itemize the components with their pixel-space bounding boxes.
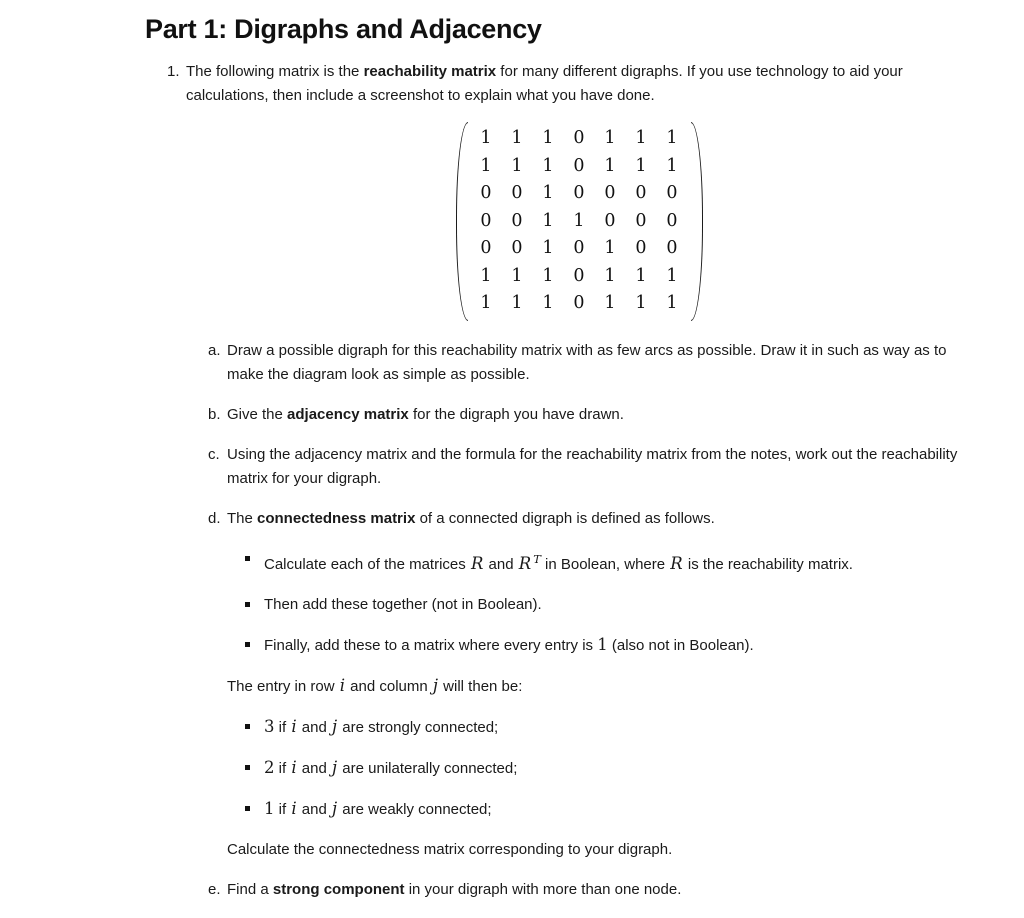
bold-text: strong component [272,880,405,898]
connectedness-steps-bullet [244,633,972,658]
letter-item-c [208,443,972,491]
matrix-row [471,263,688,291]
text-run: Calculate the connectedness matrix corresponding to your digraph. [227,840,673,858]
matrix-row [471,208,688,236]
bullet-text [264,797,972,822]
square-bullet-icon [244,547,264,577]
math-var: i [291,798,297,818]
math-number: 1 [597,634,608,654]
matrix-cell: 0 [573,128,585,148]
matrix-cell: 0 [573,183,585,203]
square-bullet-glyph [245,556,250,561]
matrix-row [471,153,688,181]
letter-item-e [208,878,972,902]
text-run: for the digraph you have drawn. [408,405,624,423]
text-run: in Boolean, where [540,555,670,573]
square-bullet-glyph [245,642,250,647]
matrix-cell: 1 [511,293,523,313]
math-var: j [332,757,338,777]
letter-item-b [208,403,972,427]
text-run: Give the [227,405,288,423]
matrix-cell: 0 [511,238,523,258]
matrix-cell: 0 [666,238,678,258]
connectedness-instruction [227,838,972,862]
square-bullet-glyph [245,602,250,607]
matrix-cell: 1 [604,128,616,148]
text-run: are unilaterally connected; [338,759,518,777]
matrix-cell: 1 [666,265,678,286]
letter-text [227,443,972,491]
bullet-text [264,593,972,617]
math-var: i [339,675,345,695]
bullet-text [264,633,972,658]
matrix-cell: 1 [635,155,647,176]
matrix-cell: 0 [573,293,585,313]
matrix-cell: 1 [635,293,647,313]
text-run: if [274,718,291,736]
matrix-cell: 0 [604,210,616,231]
matrix-cell: 1 [542,155,554,176]
bullet-text [264,756,972,781]
letter-text [227,878,972,902]
matrix-cell: 1 [480,155,492,176]
text-run: Then add these together (not in Boolean). [264,595,542,613]
bold-text: connectedness matrix [257,509,416,527]
matrix-row [471,180,688,208]
math-var: i [291,716,297,736]
letter-text [227,507,972,531]
bold-text: reachability matrix [363,63,497,80]
text-run: Find a [227,880,273,898]
matrix-cell: 1 [542,265,554,286]
text-run: Finally, add these to a matrix where every entry is [264,636,598,654]
entry-values-bullet [244,756,972,781]
text-run: Using the adjacency matrix and the formula for the reachability matrix from the notes, work out the reachability matrix for your digraph. [227,445,958,487]
matrix-cell: 0 [573,265,585,286]
matrix-cell: 1 [542,293,554,313]
matrix-cell: 1 [573,210,585,231]
text-run: if [274,759,291,777]
matrix-cell: 1 [542,210,554,231]
math-var: R [518,553,532,573]
matrix-cell: 0 [480,210,492,231]
text-run: for many different digraphs. If you use technology to aid your calculations, then include a screenshot to explain what you have done. [186,63,903,104]
matrix-cell: 1 [604,265,616,286]
item-1-number: 1. [167,63,180,80]
entry-values-bullet [244,797,972,822]
matrix-cell: 0 [635,238,647,258]
text-run: The [227,509,258,527]
bullet-text [264,715,972,740]
page-title: Part 1: Digraphs and Adjacency [145,14,542,44]
matrix-cell: 1 [666,128,678,148]
item-1-body [186,60,972,918]
letter-label: a. [208,341,221,359]
numbered-item-1 [167,60,970,918]
math-number: 1 [264,798,275,818]
letter-text [227,403,972,427]
text-run: The following matrix is the [186,63,364,80]
entry-values-bullet [244,715,972,740]
matrix-cell: 1 [542,238,554,258]
sub-item-list [186,339,972,902]
math-var: R [670,553,683,573]
matrix-cell: 1 [542,128,554,148]
matrix-cell: 0 [511,210,523,231]
matrix-cell: 1 [511,265,523,286]
matrix-left-paren [456,122,468,321]
square-bullet-glyph [245,724,250,729]
math-number: 3 [264,716,275,736]
matrix-row [471,125,688,153]
matrix-cell: 1 [511,128,523,148]
connectedness-steps-bullet [244,593,972,617]
letter-label: c. [208,445,220,463]
math-var: i [291,757,297,777]
square-bullet-icon [244,633,264,658]
matrix-cell: 1 [604,238,616,258]
square-bullet-icon [244,797,264,822]
letter-label: d. [208,509,221,527]
text-run: and column [346,677,432,695]
square-bullet-icon [244,756,264,781]
text-run: if [274,800,291,818]
text-run: Calculate each of the matrices [264,555,470,573]
square-bullet-icon [244,593,264,617]
math-var: j [432,675,439,695]
text-run: (also not in Boolean). [607,636,754,654]
matrix-cell: 1 [511,155,523,176]
text-run: and [297,718,331,736]
matrix-cell: 0 [666,183,678,203]
matrix-cell: 0 [573,155,585,176]
item-1-text [186,60,972,108]
matrix-cell: 0 [480,183,492,203]
matrix-row [471,235,688,263]
text-run: are weakly connected; [338,800,492,818]
letter-label: e. [208,880,221,898]
connectedness-steps-bullet [244,547,972,577]
text-run: will then be: [439,677,523,695]
matrix-cell: 1 [666,293,678,313]
square-bullet-icon [244,715,264,740]
math-superscript: T [533,551,541,566]
matrix-cell: 1 [480,265,492,286]
matrix-cell: 0 [635,183,647,203]
text-run: is the reachability matrix. [683,555,853,573]
matrix-cell: 0 [635,210,647,231]
bold-text: adjacency matrix [287,405,409,423]
math-number: 2 [264,757,275,777]
math-var: j [332,716,338,736]
text-run: and [297,800,331,818]
matrix-cell: 1 [480,293,492,313]
reachability-matrix [456,120,703,323]
matrix-row [471,290,688,318]
matrix-cell: 0 [573,238,585,258]
entry-definition [227,674,972,699]
math-var: R [470,553,484,573]
matrix-cell: 1 [635,128,647,148]
text-run: and [297,759,331,777]
matrix-cell: 1 [635,265,647,286]
text-run: and [484,555,518,573]
content-column [145,12,970,918]
matrix-cell: 1 [666,155,678,176]
letter-label: b. [208,405,221,423]
text-run: Draw a possible digraph for this reachability matrix with as few arcs as possible. Draw it in such as way as to make the diagram look as simple as possible. [227,341,947,383]
letter-item-a [208,339,972,387]
math-var: j [332,798,338,818]
text-run: in your digraph with more than one node. [404,880,682,898]
letter-item-d [208,507,972,531]
letter-text [227,339,972,387]
text-run: are strongly connected; [338,718,499,736]
matrix-cell: 0 [511,183,523,203]
matrix-cell: 1 [604,155,616,176]
matrix-grid [468,122,691,321]
text-run: The entry in row [227,677,339,695]
matrix-cell: 1 [542,183,554,203]
matrix-cell: 0 [666,210,678,231]
text-run: of a connected digraph is defined as follows. [415,509,715,527]
matrix-cell: 1 [480,128,492,148]
bullet-text [264,547,972,577]
matrix-cell: 1 [604,293,616,313]
matrix-cell: 0 [480,238,492,258]
matrix-right-paren [691,122,703,321]
square-bullet-glyph [245,765,250,770]
square-bullet-glyph [245,806,250,811]
matrix-cell: 0 [604,183,616,203]
